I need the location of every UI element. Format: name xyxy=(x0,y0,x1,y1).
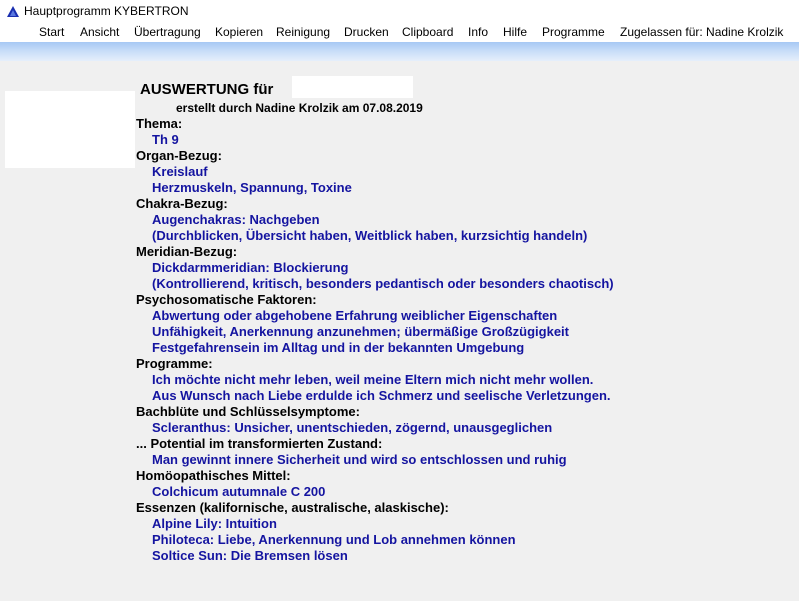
section-heading: Organ-Bezug: xyxy=(136,148,222,163)
section-line: Alpine Lily: Intuition xyxy=(152,516,277,531)
title-bar xyxy=(0,0,799,22)
section-line: Aus Wunsch nach Liebe erdulde ich Schmerz und seelische Verletzungen. xyxy=(152,388,611,403)
section-heading: ... Potential im transformierten Zustand: xyxy=(136,436,383,451)
section-line: Dickdarmmeridian: Blockierung xyxy=(152,260,349,275)
report-title: AUSWERTUNG für xyxy=(140,81,274,98)
menu-drucken[interactable]: Drucken xyxy=(344,25,389,39)
report-subtitle: erstellt durch Nadine Krolzik am 07.08.2019 xyxy=(176,101,423,115)
section-line: Man gewinnt innere Sicherheit und wird so entschlossen und ruhig xyxy=(152,452,567,467)
section-line: Soltice Sun: Die Bremsen lösen xyxy=(152,548,348,563)
menu-clipboard[interactable]: Clipboard xyxy=(402,25,454,39)
image-placeholder xyxy=(5,91,135,168)
app-logo-icon xyxy=(4,0,22,22)
section-line: Herzmuskeln, Spannung, Toxine xyxy=(152,180,352,195)
menu-uebertragung[interactable]: Übertragung xyxy=(134,25,201,39)
toolbar-band xyxy=(0,42,799,61)
section-line: Ich möchte nicht mehr leben, weil meine Eltern mich nicht mehr wollen. xyxy=(152,372,594,387)
section-heading: Essenzen (kalifornische, australische, alaskische): xyxy=(136,500,449,515)
section-line: Scleranthus: Unsicher, unentschieden, zögernd, unausgeglichen xyxy=(152,420,553,435)
menu-hilfe[interactable]: Hilfe xyxy=(503,25,528,39)
section-line: Unfähigkeit, Anerkennung anzunehmen; übermäßige Großzügigkeit xyxy=(152,324,569,339)
section-heading: Chakra-Bezug: xyxy=(136,196,228,211)
section-line: Kreislauf xyxy=(152,164,208,179)
menu-kopieren[interactable]: Kopieren xyxy=(215,25,264,39)
section-heading: Bachblüte und Schlüsselsymptome: xyxy=(136,404,360,419)
section-line: (Durchblicken, Übersicht haben, Weitblick haben, kurzsichtig handeln) xyxy=(152,228,588,243)
section-heading: Homöopathisches Mittel: xyxy=(136,468,291,483)
section-line: Abwertung oder abgehobene Erfahrung weiblicher Eigenschaften xyxy=(152,308,558,323)
section-line: (Kontrollierend, kritisch, besonders pedantisch oder besonders chaotisch) xyxy=(152,276,614,291)
name-redaction xyxy=(292,76,413,98)
section-heading: Meridian-Bezug: xyxy=(136,244,238,259)
section-heading: Thema: xyxy=(136,116,183,131)
menu-reinigung[interactable]: Reinigung xyxy=(276,25,331,39)
section-line: Philoteca: Liebe, Anerkennung und Lob annehmen können xyxy=(152,532,516,547)
menu-start[interactable]: Start xyxy=(39,25,65,39)
section-line: Th 9 xyxy=(152,132,179,147)
section-line: Augenchakras: Nachgeben xyxy=(152,212,320,227)
section-heading: Programme: xyxy=(136,356,213,371)
menu-ansicht[interactable]: Ansicht xyxy=(80,25,120,39)
menu-zugelassen[interactable]: Zugelassen für: Nadine Krolzik xyxy=(620,25,784,39)
menu-programme[interactable]: Programme xyxy=(542,25,605,39)
section-heading: Psychosomatische Faktoren: xyxy=(136,292,317,307)
menu-info[interactable]: Info xyxy=(468,25,489,39)
section-line: Festgefahrensein im Alltag und in der bekannten Umgebung xyxy=(152,340,525,355)
window-title: Hauptprogramm KYBERTRON xyxy=(24,4,189,18)
menu-bar xyxy=(0,22,799,42)
section-line: Colchicum autumnale C 200 xyxy=(152,484,326,499)
